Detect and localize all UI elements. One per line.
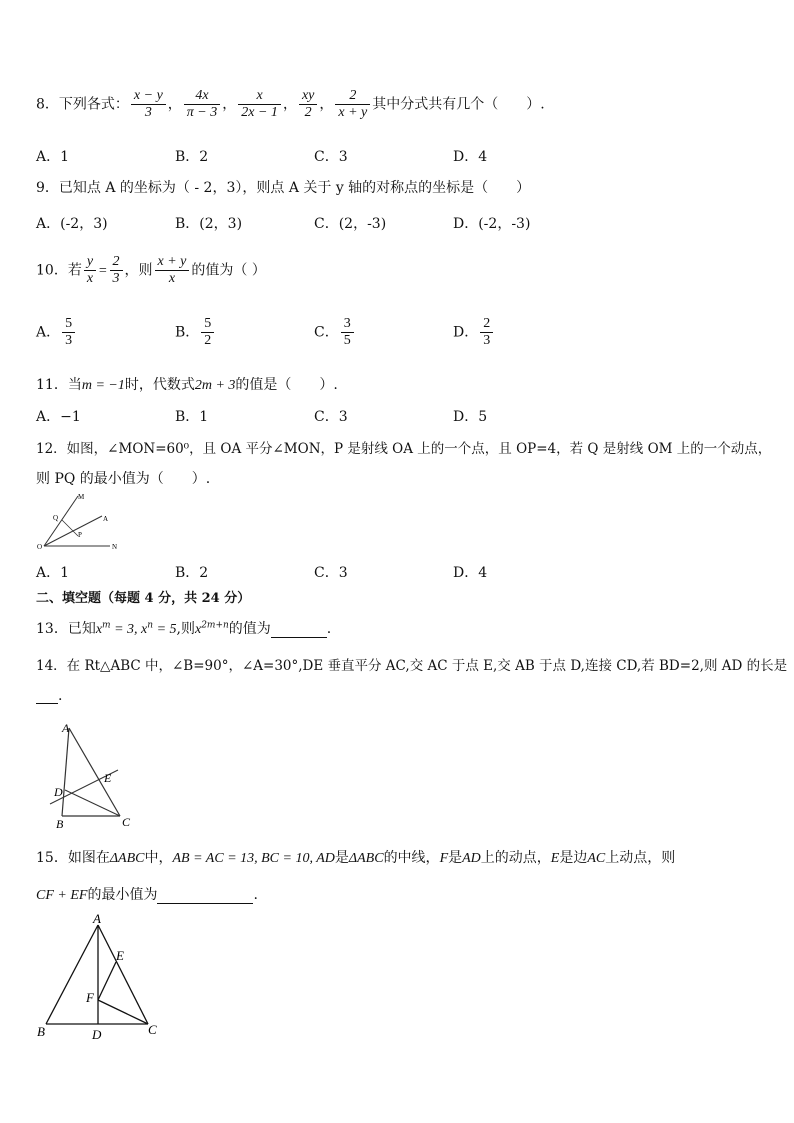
q14-label-d: D bbox=[54, 785, 63, 799]
q8-option-d[interactable]: D．4 bbox=[453, 149, 488, 165]
q11-option-a[interactable]: A．−1 bbox=[36, 409, 81, 425]
q8-option-c[interactable]: C．3 bbox=[314, 149, 348, 165]
q15-label-b: B bbox=[37, 1024, 45, 1039]
q10-stem: 10．若 $\frac{y}{x}$ = $\frac{2}{3}$ ，则 $\frac{x + y}{x}$ 的值为（ ） bbox=[36, 254, 266, 287]
q12-figure bbox=[34, 490, 124, 554]
q8-frac-5: $\frac{2}{x + y}$ bbox=[335, 88, 370, 121]
q10-frac-y-over-x: $\frac{y}{x}$ bbox=[84, 254, 96, 287]
q11-condition: m = −1 bbox=[81, 378, 125, 393]
q10-option-b[interactable]: B． $\frac{5}{2}$ bbox=[175, 316, 216, 349]
q10-option-d[interactable]: D． $\frac{2}{3}$ bbox=[453, 316, 495, 349]
q8-frac-1: $\frac{x - y}{3}$ bbox=[131, 88, 166, 121]
q15-answer-blank[interactable] bbox=[157, 889, 253, 904]
q8-option-b[interactable]: B．2 bbox=[175, 149, 209, 165]
q9-option-c[interactable]: C．(2，-3) bbox=[314, 216, 387, 232]
q11-option-b[interactable]: B．1 bbox=[175, 409, 209, 425]
q12-label-q: Q bbox=[53, 514, 59, 522]
q15-stem-line-1: 15．如图在ΔABC中，AB = AC = 13, BC = 10, AD是ΔABC的中线，F是AD上的动点，E是边AC上动点，则 bbox=[36, 850, 676, 866]
q15-label-f: F bbox=[86, 990, 94, 1005]
q15-label-c: C bbox=[148, 1022, 157, 1037]
q10-option-c[interactable]: C． $\frac{3}{5}$ bbox=[314, 316, 356, 349]
q9-option-b[interactable]: B．(2，3) bbox=[175, 216, 243, 232]
q12-option-a[interactable]: A．1 bbox=[36, 565, 70, 581]
q14-label-e: E bbox=[104, 771, 112, 785]
q13-stem: 13．已知$x^m = 3$, $x^n = 5$,则$x^{2m+n}$的值为 . bbox=[36, 620, 332, 637]
q12-option-c[interactable]: C．3 bbox=[314, 565, 348, 581]
q12-stem-line-1: 12．如图，∠MON=60⁰，且 OA 平分∠MON，P 是射线 OA 上的一个点，且 OP=4，若 Q 是射线 OM 上的一个动点， bbox=[36, 441, 772, 457]
q10-option-a[interactable]: A． $\frac{5}{3}$ bbox=[36, 316, 77, 349]
q8-prefix: 8．下列各式： bbox=[36, 96, 129, 113]
q15-figure bbox=[32, 912, 164, 1042]
q12-stem-line-2: 则 PQ 的最小值为（ ）. bbox=[36, 471, 211, 487]
q10-frac-target: $\frac{x + y}{x}$ bbox=[155, 254, 190, 287]
q12-label-o: O bbox=[37, 543, 43, 551]
q8-frac-3: $\frac{x}{2x - 1}$ bbox=[238, 88, 281, 121]
q9-option-a[interactable]: A．(-2，3) bbox=[36, 216, 108, 232]
q14-label-a: A bbox=[62, 721, 70, 735]
q12-label-n: N bbox=[112, 543, 118, 551]
q14-label-b: B bbox=[56, 817, 64, 831]
q8-option-a[interactable]: A．1 bbox=[36, 149, 70, 165]
q15-stem-line-2: CF + EF的最小值为 . bbox=[36, 887, 258, 903]
q15-label-a: A bbox=[93, 912, 101, 926]
q12-label-m: M bbox=[78, 493, 85, 501]
q12-option-d[interactable]: D．4 bbox=[453, 565, 488, 581]
q12-option-b[interactable]: B．2 bbox=[175, 565, 209, 581]
q11-expression: 2m + 3 bbox=[194, 378, 236, 393]
q15-label-e: E bbox=[116, 948, 124, 963]
q13-answer-blank[interactable] bbox=[271, 623, 327, 638]
q11-option-c[interactable]: C．3 bbox=[314, 409, 348, 425]
section-2-title: 二、填空题（每题 4 分，共 24 分） bbox=[36, 591, 251, 606]
q14-answer-line: . bbox=[36, 688, 62, 704]
q8-stem: 8．下列各式： $\frac{x - y}{3}$ ， $\frac{4x}{\pi - 3}$ ， $\frac{x}{2x - 1}$ ， $\frac{xy}{2}$ ， $\frac{2}{x + y}$ 其中分式共有几个（ ）. bbox=[36, 88, 545, 121]
q14-stem: 14．在 Rt△ABC 中，∠B=90°，∠A=30°,DE 垂直平分 AC,交 AC 于点 E,交 AB 于点 D,连接 CD,若 BD=2,则 AD 的长是 bbox=[36, 658, 788, 674]
q11-stem: 11．当m = −1时，代数式2m + 3的值是（ ）. bbox=[36, 377, 338, 393]
q10-frac-2-over-3: $\frac{2}{3}$ bbox=[110, 254, 123, 287]
q9-option-d[interactable]: D．(-2，-3) bbox=[453, 216, 531, 232]
q12-label-p: P bbox=[78, 531, 82, 539]
q12-label-a: A bbox=[103, 515, 109, 523]
q14-answer-blank[interactable] bbox=[36, 689, 58, 704]
q8-frac-4: $\frac{xy}{2}$ bbox=[299, 88, 317, 121]
q8-frac-2: $\frac{4x}{\pi - 3}$ bbox=[184, 88, 220, 121]
q15-label-d: D bbox=[92, 1027, 102, 1042]
q11-option-d[interactable]: D．5 bbox=[453, 409, 488, 425]
q9-stem: 9．已知点 A 的坐标为（ - 2，3），则点 A 关于 y 轴的对称点的坐标是（ ） bbox=[36, 180, 531, 196]
q14-label-c: C bbox=[122, 815, 131, 829]
q8-suffix: 其中分式共有几个（ ）. bbox=[372, 96, 545, 113]
q14-figure bbox=[40, 718, 140, 833]
